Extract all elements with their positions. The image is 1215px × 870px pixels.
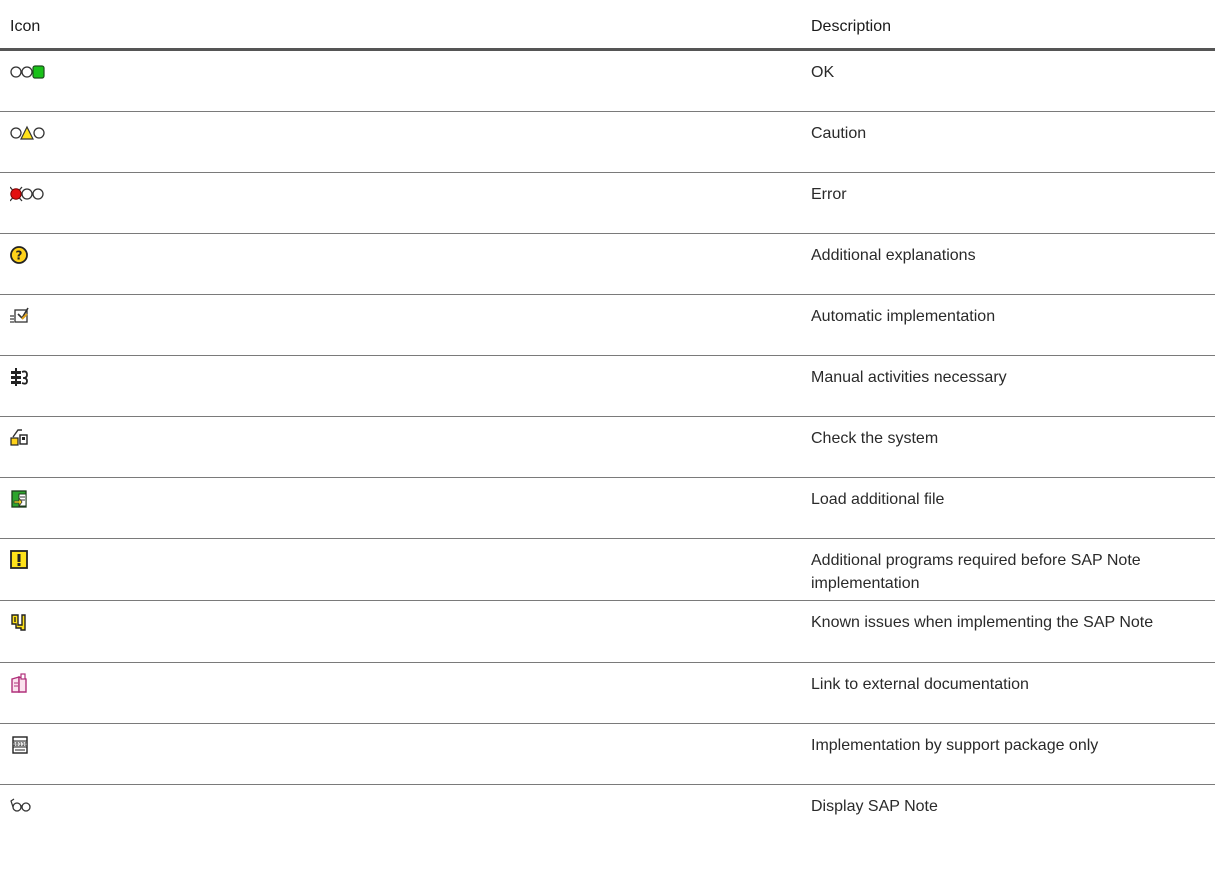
help-question-icon	[10, 244, 70, 266]
row-description: Error	[811, 186, 847, 203]
traffic-light-red-icon	[10, 183, 70, 205]
row-description: Caution	[811, 125, 867, 142]
table-row	[0, 173, 1215, 234]
table-row	[0, 295, 1215, 356]
table-row	[0, 601, 1215, 663]
svg-text:10110: 10110	[12, 742, 28, 748]
row-description: Known issues when implementing the SAP Note	[811, 614, 1154, 631]
row-description: Load additional file	[811, 491, 945, 508]
table-row	[0, 234, 1215, 295]
automatic-implementation-icon	[10, 305, 70, 327]
traffic-light-yellow-icon	[10, 122, 70, 144]
row-description: Additional explanations	[811, 247, 976, 264]
table-row	[0, 51, 1215, 112]
svg-text:?: ?	[15, 248, 23, 263]
warning-exclamation-icon	[10, 549, 70, 571]
check-system-icon	[10, 427, 70, 449]
table-row	[0, 478, 1215, 539]
manual-activities-icon	[10, 366, 70, 388]
row-description: Link to external documentation	[811, 676, 1029, 693]
table-row	[0, 417, 1215, 478]
row-description: Display SAP Note	[811, 798, 938, 815]
traffic-light-green-icon	[10, 61, 70, 83]
load-file-icon	[10, 488, 70, 510]
table-row	[0, 112, 1215, 173]
header-icon: Icon	[10, 18, 41, 35]
known-issues-icon	[10, 611, 70, 633]
row-description: Automatic implementation	[811, 308, 996, 325]
row-description: Implementation by support package only	[811, 737, 1099, 754]
table-row	[0, 724, 1215, 785]
support-package-icon	[10, 734, 70, 756]
table-row	[0, 539, 1215, 601]
row-description: Check the system	[811, 430, 939, 447]
row-description: Additional programs required before SAP Note implementation	[811, 552, 1141, 592]
external-documentation-icon	[10, 673, 70, 695]
table-row	[0, 663, 1215, 724]
table-row	[0, 356, 1215, 417]
row-description: OK	[811, 64, 835, 81]
row-description: Manual activities necessary	[811, 369, 1007, 386]
table-row	[0, 785, 1215, 846]
table-header	[0, 0, 1215, 51]
header-description: Description	[811, 18, 892, 35]
glasses-display-icon	[10, 795, 70, 817]
